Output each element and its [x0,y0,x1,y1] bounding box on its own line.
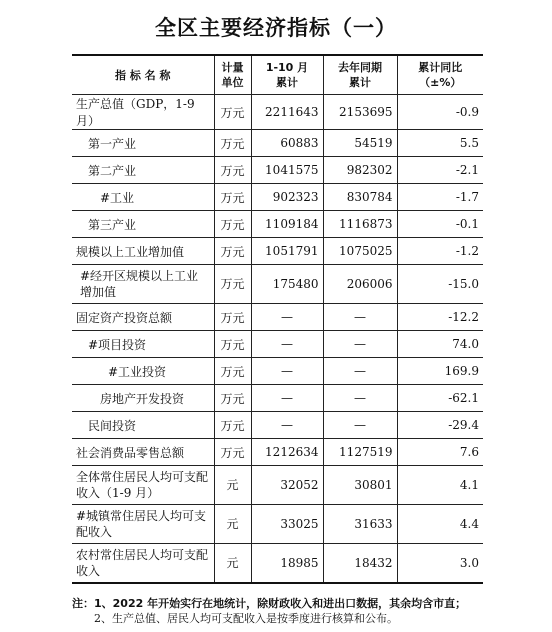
page-title: 全区主要经济指标（一） [155,16,397,40]
row-current: — [251,304,323,331]
row-previous: — [323,385,397,412]
row-current: 1051791 [251,238,323,265]
row-name: #城镇常住居民人均可支配收入 [72,505,214,544]
row-previous: 982302 [323,157,397,184]
row-yoy: 169.9 [397,358,483,385]
row-name: 生产总值（GDP，1-9 月） [72,95,214,130]
row-yoy: 5.5 [397,130,483,157]
row-current: — [251,358,323,385]
row-previous: 1127519 [323,439,397,466]
row-previous: — [323,331,397,358]
table-row [72,157,483,184]
row-name: 社会消费品零售总额 [72,439,214,466]
row-name: 规模以上工业增加值 [72,238,214,265]
table-row [72,412,483,439]
header-previous-line1: 去年同期 [338,61,382,74]
row-current: 175480 [251,265,323,304]
row-name: #经开区规模以上工业增加值 [72,265,214,304]
indicators-table [72,54,483,584]
table-row [72,130,483,157]
table-row [72,331,483,358]
table-row [72,184,483,211]
row-name: #项目投资 [72,331,214,358]
row-yoy: -29.4 [397,412,483,439]
row-previous: — [323,412,397,439]
row-unit: 万元 [214,439,251,466]
row-name: #工业 [72,184,214,211]
row-unit: 万元 [214,331,251,358]
table-row [72,211,483,238]
row-unit: 万元 [214,385,251,412]
row-unit: 万元 [214,412,251,439]
row-unit: 万元 [214,211,251,238]
row-current: 1109184 [251,211,323,238]
row-name: 民间投资 [72,412,214,439]
row-name: 全体常住居民人均可支配收入（1-9 月） [72,466,214,505]
row-previous: — [323,358,397,385]
row-current: — [251,331,323,358]
row-unit: 万元 [214,157,251,184]
header-unit-line2: 单位 [221,76,244,89]
row-unit: 万元 [214,304,251,331]
table-row [72,439,483,466]
header-previous [323,55,397,95]
row-previous: 30801 [323,466,397,505]
footnote-1: 注：1、2022 年开始实行在地统计，除财政收入和进出口数据，其余均含市直； [72,597,467,610]
row-yoy: -62.1 [397,385,483,412]
row-previous: 830784 [323,184,397,211]
table-row [72,466,483,505]
row-name: #工业投资 [72,358,214,385]
header-current [251,55,323,95]
row-yoy: -0.1 [397,211,483,238]
row-current: 1041575 [251,157,323,184]
row-yoy: -12.2 [397,304,483,331]
header-name: 指 标 名 称 [72,55,214,95]
row-yoy: -1.7 [397,184,483,211]
row-yoy: 74.0 [397,331,483,358]
row-previous: 31633 [323,505,397,544]
row-current: 1212634 [251,439,323,466]
table-row [72,95,483,130]
table-row [72,238,483,265]
footnotes [72,596,542,626]
row-yoy: 4.4 [397,505,483,544]
row-name: 农村常住居民人均可支配收入 [72,544,214,584]
table-row [72,385,483,412]
row-name: 第一产业 [72,130,214,157]
row-unit: 元 [214,466,251,505]
row-unit: 元 [214,505,251,544]
row-yoy: -2.1 [397,157,483,184]
header-yoy [397,55,483,95]
row-previous: 54519 [323,130,397,157]
row-previous: — [323,304,397,331]
row-name: 第二产业 [72,157,214,184]
row-previous: 206006 [323,265,397,304]
header-yoy-line1: 累计同比 [418,61,463,74]
row-name: 第三产业 [72,211,214,238]
header-yoy-line2: （±%） [419,76,462,89]
row-unit: 万元 [214,265,251,304]
row-previous: 18432 [323,544,397,584]
row-unit: 万元 [214,95,251,130]
row-unit: 万元 [214,130,251,157]
row-unit: 万元 [214,184,251,211]
header-unit [214,55,251,95]
row-current: 33025 [251,505,323,544]
row-current: — [251,412,323,439]
row-unit: 万元 [214,238,251,265]
row-name: 固定资产投资总额 [72,304,214,331]
header-unit-line1: 计量 [221,61,244,74]
row-yoy: 7.6 [397,439,483,466]
header-previous-line2: 累计 [349,76,371,89]
footnote-2: 2、生产总值、居民人均可支配收入是按季度进行核算和公布。 [94,612,398,625]
table-header-row [72,55,483,95]
row-current: 18985 [251,544,323,584]
table-row [72,265,483,304]
row-current: 32052 [251,466,323,505]
row-yoy: 3.0 [397,544,483,584]
table-row [72,505,483,544]
row-current: 902323 [251,184,323,211]
table-row [72,358,483,385]
row-previous: 1075025 [323,238,397,265]
row-yoy: -15.0 [397,265,483,304]
row-yoy: -0.9 [397,95,483,130]
row-current: 2211643 [251,95,323,130]
row-current: 60883 [251,130,323,157]
row-yoy: 4.1 [397,466,483,505]
row-previous: 1116873 [323,211,397,238]
table-row [72,304,483,331]
header-current-line1: 1-10 月 [265,61,309,74]
row-yoy: -1.2 [397,238,483,265]
row-name: 房地产开发投资 [72,385,214,412]
row-unit: 元 [214,544,251,584]
row-unit: 万元 [214,358,251,385]
row-current: — [251,385,323,412]
header-current-line2: 累计 [276,76,298,89]
table-row [72,544,483,584]
row-previous: 2153695 [323,95,397,130]
